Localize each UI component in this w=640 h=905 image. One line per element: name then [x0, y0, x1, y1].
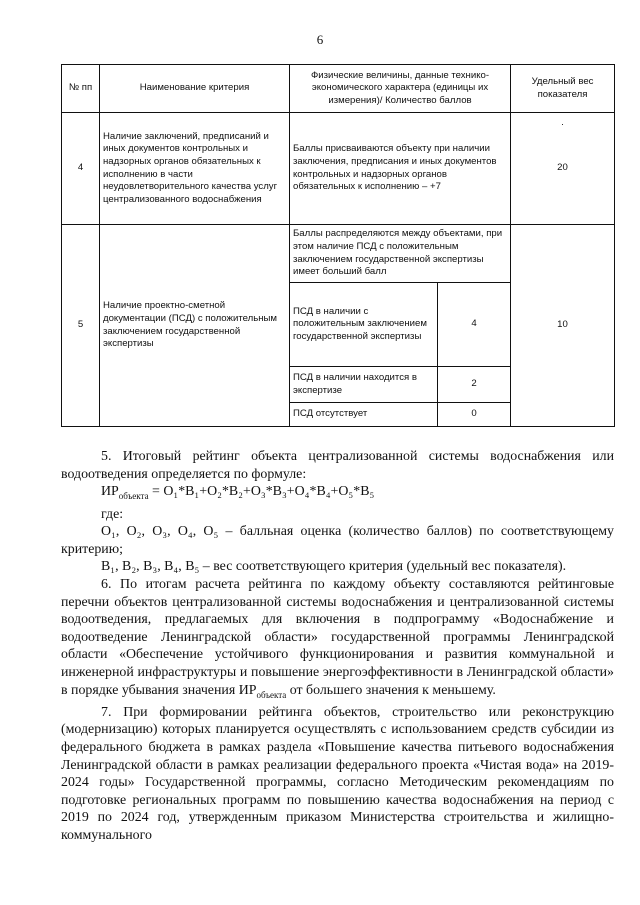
b-definition: В₁, В₂, В₃, В₄, В₅ – вес соответствующего критерия (удельный вес показателя). — [101, 559, 567, 575]
body-text — [61, 448, 614, 845]
row4-desc: Баллы присваиваются объекту при наличии заключения, предписания и иных документов контрольных и надзорных органов обязательных к исполнению – +7 — [290, 113, 511, 225]
page-number: 6 — [316, 32, 324, 47]
row5-weight: 10 — [511, 225, 615, 427]
row4-weight: 20 — [557, 162, 568, 174]
where-label: где: — [101, 506, 124, 522]
row4-name: Наличие заключений, предписаний и иных документов контрольных и надзорных органов обязательных к исполнению в части неудовлетворительного качества услуг централизованного водоснабжения — [100, 113, 290, 225]
table-row-5-intro — [62, 225, 615, 283]
o-definition: О₁, О₂, О₃, О₄, О₅ – балльная оценка (количество баллов) по соответствующему критерию; — [61, 524, 614, 557]
p6-tail: от большего значения к меньшему. — [286, 682, 496, 698]
header-physical: Физические величины, данные технико-экономического характера (единицы их измерения)/ Количество баллов — [290, 65, 511, 113]
row5-option-score: 0 — [438, 403, 511, 427]
header-name: Наименование критерия — [100, 65, 290, 113]
row5-option-label: ПСД в наличии находится в экспертизе — [290, 367, 438, 403]
row4-mark: · — [560, 119, 565, 130]
row5-option-label: ПСД отсутствует — [290, 403, 438, 427]
row4-weight-cell — [511, 113, 615, 225]
header-num: № пп — [62, 65, 100, 113]
row5-option-label: ПСД в наличии с положительным заключением государственной экспертизы — [290, 283, 438, 367]
row5-option-score: 2 — [438, 367, 511, 403]
p6-main: 6. По итогам расчета рейтинга по каждому объекту составляются рейтинговые перечни объектов централизованной системы водоснабжения и централизованной системы водоотведения, предлагаемых для включения в подпрограмму «Водоснабжение и водоотведение Ленинградской области» государственной программы Ленинградской области «Обеспечение устойчивого функционирования и развития коммунальной и инженерной инфраструктуры и повышение энергоэффективности в Ленинградской области» в порядке убывания значения — [61, 576, 614, 698]
table-row-4 — [62, 113, 615, 225]
formula-lhs: ИР — [101, 484, 119, 500]
row4-num: 4 — [62, 113, 100, 225]
row5-name: Наличие проектно-сметной документации (ПСД) с положительным заключением государственной экспертизы — [100, 225, 290, 427]
paragraph-5: 5. Итоговый рейтинг объекта централизованной системы водоснабжения или водоотведения определяется по формуле: — [61, 449, 614, 482]
row5-option-score: 4 — [438, 283, 511, 367]
paragraph-6 — [61, 576, 614, 704]
criteria-table — [61, 64, 615, 427]
formula-sub: объекта — [118, 490, 149, 501]
rating-formula — [61, 483, 614, 505]
table-header-row — [62, 65, 615, 113]
header-weight: Удельный вес показателя — [511, 65, 615, 113]
formula-rhs: = О₁*В₁+О₂*В₂+О₃*В₃+О₄*В₄+О₅*В₅ — [148, 484, 375, 500]
row5-desc: Баллы распределяются между объектами, при этом наличие ПСД с положительным заключением государственной экспертизы имеет больший балл — [290, 225, 511, 283]
paragraph-7: 7. При формировании рейтинга объектов, строительство или реконструкцию (модернизацию) которых планируется осуществлять с использованием средств субсидии из федерального бюджета в рамках раздела «Повышение качества питьевого водоснабжения Ленинградской области в рамках реализации федерального проекта «Чистая вода» на 2019-2024 годы» Государственной программы, согласно Методическим рекомендациям по подготовке региональных программ по повышению качества водоснабжения на период с 2019 по 2024 год, утвержденным приказом Министерства строительства и жилищно-коммунального — [61, 704, 614, 844]
p6-ir: ИР — [238, 682, 257, 698]
row5-num: 5 — [62, 225, 100, 427]
p6-sub: объекта — [256, 689, 287, 700]
